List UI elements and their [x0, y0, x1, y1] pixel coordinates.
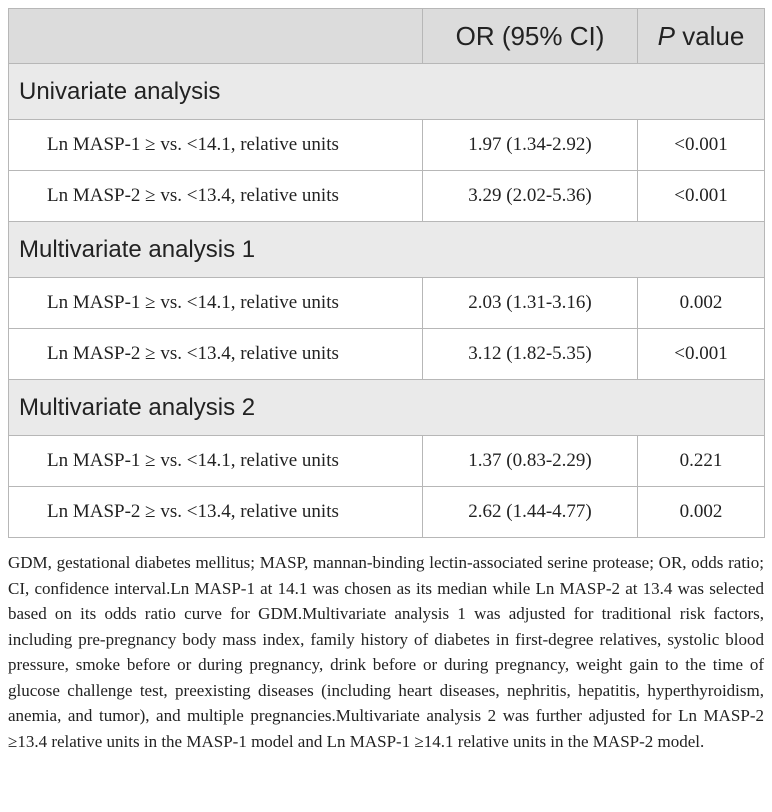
results-table — [8, 8, 765, 538]
table-row — [9, 120, 765, 171]
row-label: Ln MASP-1 ≥ vs. <14.1, relative units — [9, 120, 423, 171]
section-title: Univariate analysis — [9, 64, 765, 120]
header-cell-or-ci: OR (95% CI) — [423, 9, 638, 64]
row-p-value: <0.001 — [638, 329, 765, 380]
row-p-value: <0.001 — [638, 120, 765, 171]
section-title: Multivariate analysis 1 — [9, 222, 765, 278]
header-p-italic: P — [657, 20, 675, 51]
table-footnote: GDM, gestational diabetes mellitus; MASP, mannan-binding lectin-associated serine protease; OR, odds ratio; CI, confidence interval.Ln MASP-1 at 14.1 was chosen as its median while Ln MASP-2 at 13.4 was selected based on its odds ratio curve for GDM.Multivariate analysis 1 was adjusted for traditional risk factors, including pre-pregnancy body mass index, family history of diabetes in first-degree relatives, systolic blood pressure, smoke before or during pregnancy, drink before or during pregnancy, weight gain to the time of glucose challenge test, preexisting diseases (including heart diseases, nephritis, hepatitis, hyperthyroidism, anemia, and tumor), and multiple pregnancies.Multivariate analysis 2 was further adjusted for Ln MASP-2 ≥13.4 relative units in the MASP-1 model and Ln MASP-1 ≥14.1 relative units in the MASP-2 model. — [8, 553, 764, 751]
section-row-multivariate-1 — [9, 222, 765, 278]
table-row — [9, 329, 765, 380]
header-cell-p-value — [638, 9, 765, 64]
header-cell-variable — [9, 9, 423, 64]
row-p-value: 0.002 — [638, 278, 765, 329]
row-or-ci: 2.03 (1.31-3.16) — [423, 278, 638, 329]
table-row — [9, 171, 765, 222]
row-label: Ln MASP-2 ≥ vs. <13.4, relative units — [9, 171, 423, 222]
row-or-ci: 2.62 (1.44-4.77) — [423, 487, 638, 538]
row-p-value: 0.221 — [638, 436, 765, 487]
row-or-ci: 1.97 (1.34-2.92) — [423, 120, 638, 171]
table-row — [9, 487, 765, 538]
table-row — [9, 436, 765, 487]
row-p-value: 0.002 — [638, 487, 765, 538]
table-container — [8, 8, 764, 754]
row-label: Ln MASP-2 ≥ vs. <13.4, relative units — [9, 487, 423, 538]
row-or-ci: 3.29 (2.02-5.36) — [423, 171, 638, 222]
header-p-rest: value — [674, 20, 745, 51]
section-row-multivariate-2 — [9, 380, 765, 436]
row-label: Ln MASP-1 ≥ vs. <14.1, relative units — [9, 278, 423, 329]
table-header-row — [9, 9, 765, 64]
section-title: Multivariate analysis 2 — [9, 380, 765, 436]
section-row-univariate — [9, 64, 765, 120]
row-p-value: <0.001 — [638, 171, 765, 222]
row-label: Ln MASP-1 ≥ vs. <14.1, relative units — [9, 436, 423, 487]
row-or-ci: 3.12 (1.82-5.35) — [423, 329, 638, 380]
row-label: Ln MASP-2 ≥ vs. <13.4, relative units — [9, 329, 423, 380]
row-or-ci: 1.37 (0.83-2.29) — [423, 436, 638, 487]
table-row — [9, 278, 765, 329]
